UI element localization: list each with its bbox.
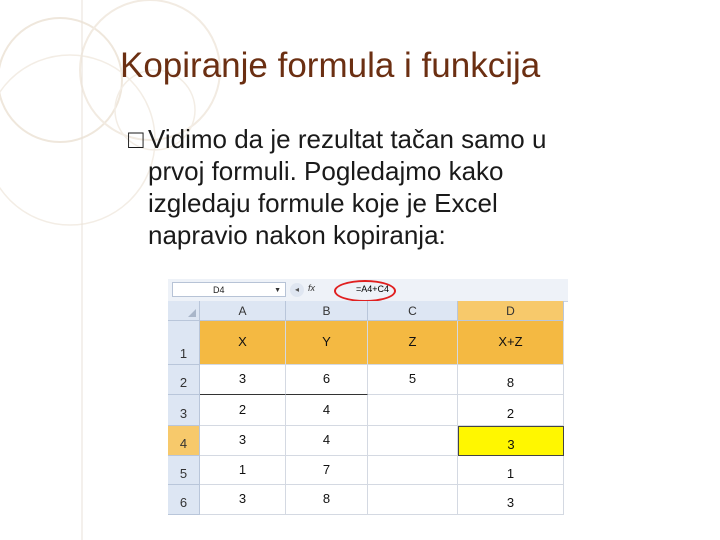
formula-controls <box>290 281 332 299</box>
bullet-line: izgledaju formule koje je Excel <box>148 188 498 218</box>
cell-b6[interactable]: 8 <box>286 485 368 515</box>
cell-a6[interactable]: 3 <box>200 485 286 515</box>
expand-icon[interactable]: ◂ <box>290 283 304 297</box>
cell-c3[interactable] <box>368 395 458 426</box>
bullet-line: Vidimo da je rezultat tačan samo u <box>148 124 547 154</box>
cell-a4[interactable]: 3 <box>200 426 286 456</box>
name-box[interactable] <box>172 282 286 297</box>
row-header-4[interactable]: 4 <box>168 426 200 456</box>
excel-screenshot <box>168 279 568 511</box>
column-header-c[interactable]: C <box>368 301 458 321</box>
chevron-down-icon[interactable]: ▼ <box>274 287 281 294</box>
bullet-line: prvoj formuli. Pogledajmo kako <box>148 156 504 186</box>
row-header-2[interactable]: 2 <box>168 365 200 395</box>
cell-d5[interactable]: 1 <box>458 456 564 485</box>
cell-c6[interactable] <box>368 485 458 515</box>
cell-d6[interactable]: 3 <box>458 485 564 515</box>
cell-b1[interactable]: Y <box>286 321 368 365</box>
bullet-paragraph <box>128 123 668 251</box>
bullet-marker: □ <box>128 124 144 154</box>
formula-bar <box>168 279 568 302</box>
cell-c4[interactable] <box>368 426 458 456</box>
cell-a3[interactable]: 2 <box>200 395 286 426</box>
cell-c1[interactable]: Z <box>368 321 458 365</box>
row-header-3[interactable]: 3 <box>168 395 200 426</box>
column-header-a[interactable]: A <box>200 301 286 321</box>
cell-a1[interactable]: X <box>200 321 286 365</box>
select-all-corner[interactable] <box>168 301 200 321</box>
bullet-line: napravio nakon kopiranja: <box>148 220 446 250</box>
cell-d2[interactable]: 8 <box>458 365 564 395</box>
cell-d3[interactable]: 2 <box>458 395 564 426</box>
cell-b2[interactable]: 6 <box>286 365 368 395</box>
slide-title: Kopiranje formula i funkcija <box>120 46 541 85</box>
column-header-d[interactable]: D <box>458 301 564 321</box>
cell-c5[interactable] <box>368 456 458 485</box>
cell-d1[interactable]: X+Z <box>458 321 564 365</box>
name-box-value: D4 <box>213 285 225 295</box>
cell-b3[interactable]: 4 <box>286 395 368 426</box>
row-header-5[interactable]: 5 <box>168 456 200 485</box>
row-header-6[interactable]: 6 <box>168 485 200 515</box>
cell-c2[interactable]: 5 <box>368 365 458 395</box>
formula-input[interactable]: =A4+C4 <box>356 284 390 294</box>
cell-b5[interactable]: 7 <box>286 456 368 485</box>
cell-d4[interactable]: 3 <box>458 426 564 456</box>
cell-b4[interactable]: 4 <box>286 426 368 456</box>
cell-a2[interactable]: 3 <box>200 365 286 395</box>
column-header-b[interactable]: B <box>286 301 368 321</box>
row-header-1[interactable]: 1 <box>168 321 200 365</box>
cell-a5[interactable]: 1 <box>200 456 286 485</box>
fx-icon[interactable]: fx <box>308 283 316 293</box>
